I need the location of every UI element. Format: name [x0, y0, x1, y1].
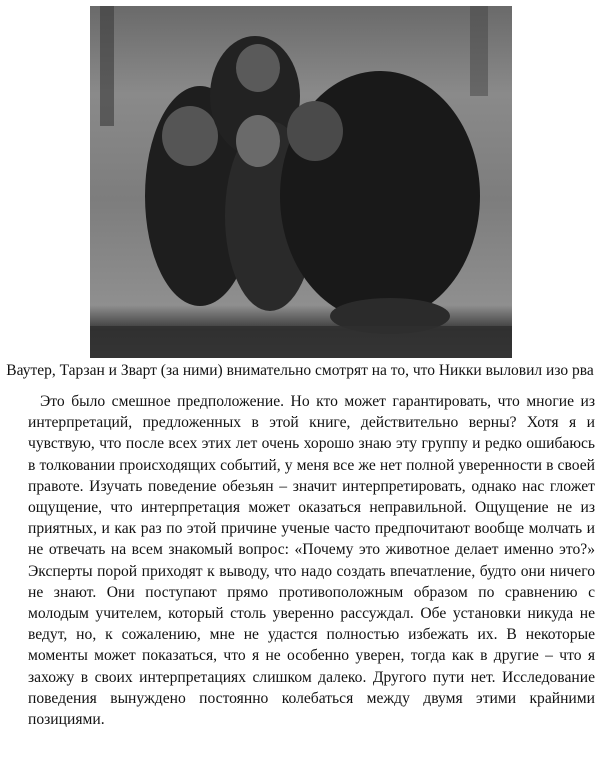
chimpanzee-photo: [90, 6, 512, 358]
body-paragraph: Это было смешное предположение. Но кто может гарантировать, что многие из интерпретаций, предложенных в этой книге, действительно верны? Хотя я и чувствую, что после всех этих лет очень хорошо знаю эту группу и редко ошибаюсь в толковании происходящих событий, у меня все же нет полной уверенности в своей правоте. Изучать поведение обезьян – значит интерпретировать, однако нас гложет ощущение, что интерпретация может оказаться неправильной. Ощущение не из приятных, и как раз по этой причине ученые часто предпочитают вообще молчать и не отвечать на всем знакомый вопрос: «Почему это животное делает именно это?» Эксперты порой приходят к выводу, что надо создать впечатление, будто они ничего не знают. Они поступают прямо противоположным образом по сравнению с молодым учителем, который столь уверенно рассуждал. Обе установки никуда не ведут, но, к сожалению, мне не удастся полностью избежать их. В некоторые моменты может показаться, что я не особенно уверен, тогда как в другие – что я захожу в своих интерпретациях слишком далеко. Другого пути нет. Исследование поведения вынуждено постоянно колебаться между двумя этими крайними позициями.: [28, 393, 595, 729]
figure-caption: Ваутер, Тарзан и Зварт (за ними) внимательно смотрят на то, что Никки выловил изо рва: [6, 362, 594, 379]
chimpanzees-illustration: [90, 6, 512, 358]
